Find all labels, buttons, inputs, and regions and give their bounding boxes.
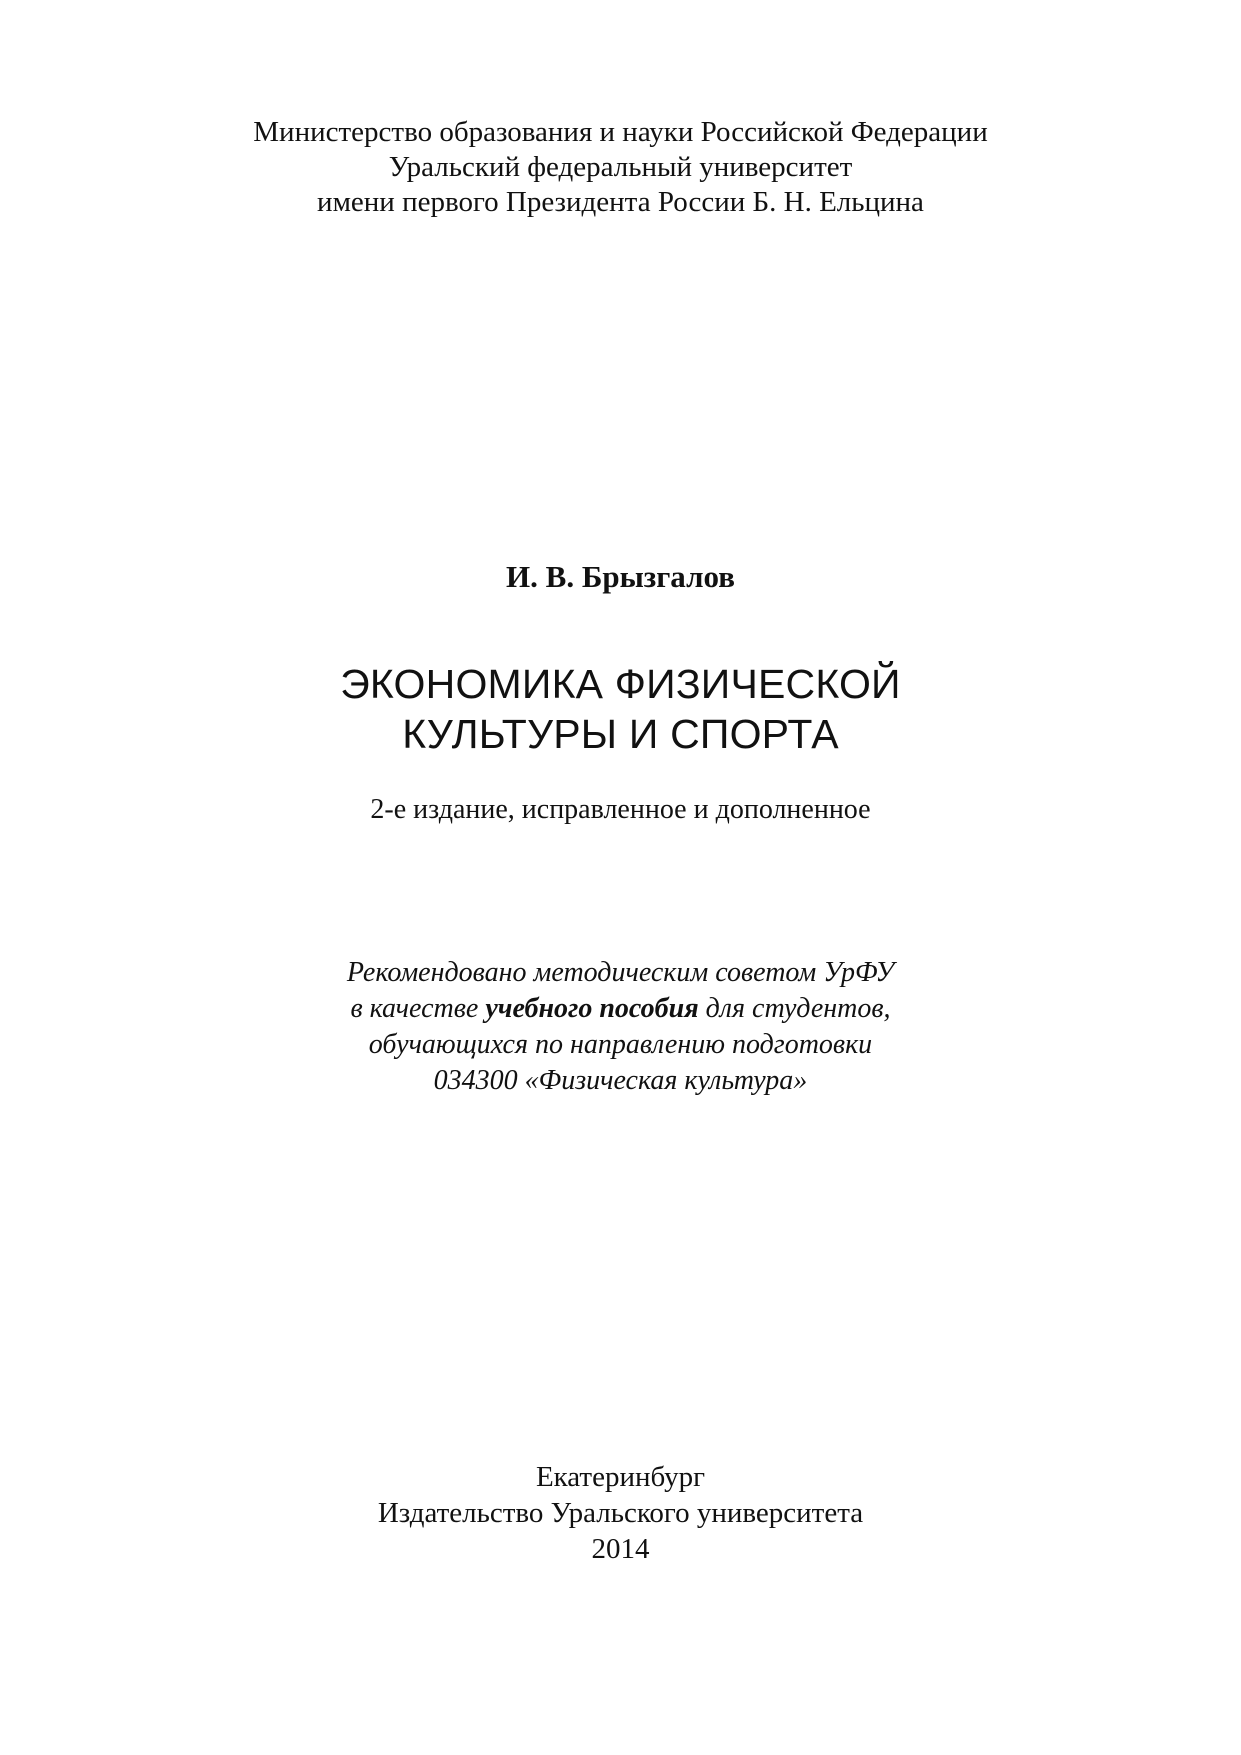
recommendation-line-2 xyxy=(0,991,1241,1027)
recommendation-emphasis: учебного пособия xyxy=(485,993,699,1024)
recommendation-note xyxy=(0,955,1241,1099)
recommendation-line-2-start: в качестве xyxy=(350,993,486,1024)
university-named-after: имени первого Президента России Б. Н. Ельцина xyxy=(317,186,924,218)
imprint-publisher: Издательство Уральского университета xyxy=(377,1497,864,1529)
ministry-header xyxy=(0,115,1241,220)
book-title-line-2: КУЛЬТУРЫ И СПОРТА xyxy=(402,711,839,757)
recommendation-line-2-end: для студентов, xyxy=(698,993,891,1024)
university-name: Уральский федеральный университет xyxy=(388,151,853,183)
ministry-name: Министерство образования и науки Российской Федерации xyxy=(253,116,988,148)
author-name: И. В. Брызгалов xyxy=(506,559,735,594)
edition-note: 2-е издание, исправленное и дополненное xyxy=(370,794,871,825)
book-title xyxy=(0,659,1241,759)
recommendation-line-1: Рекомендовано методическим советом УрФУ xyxy=(346,957,895,988)
imprint xyxy=(0,1459,1241,1567)
imprint-city: Екатеринбург xyxy=(535,1461,706,1493)
book-title-line-1: ЭКОНОМИКА ФИЗИЧЕСКОЙ xyxy=(340,661,901,707)
recommendation-line-4: 034300 «Физическая культура» xyxy=(433,1065,808,1096)
recommendation-line-3: обучающихся по направлению подготовки xyxy=(368,1029,873,1060)
imprint-year: 2014 xyxy=(591,1533,650,1565)
